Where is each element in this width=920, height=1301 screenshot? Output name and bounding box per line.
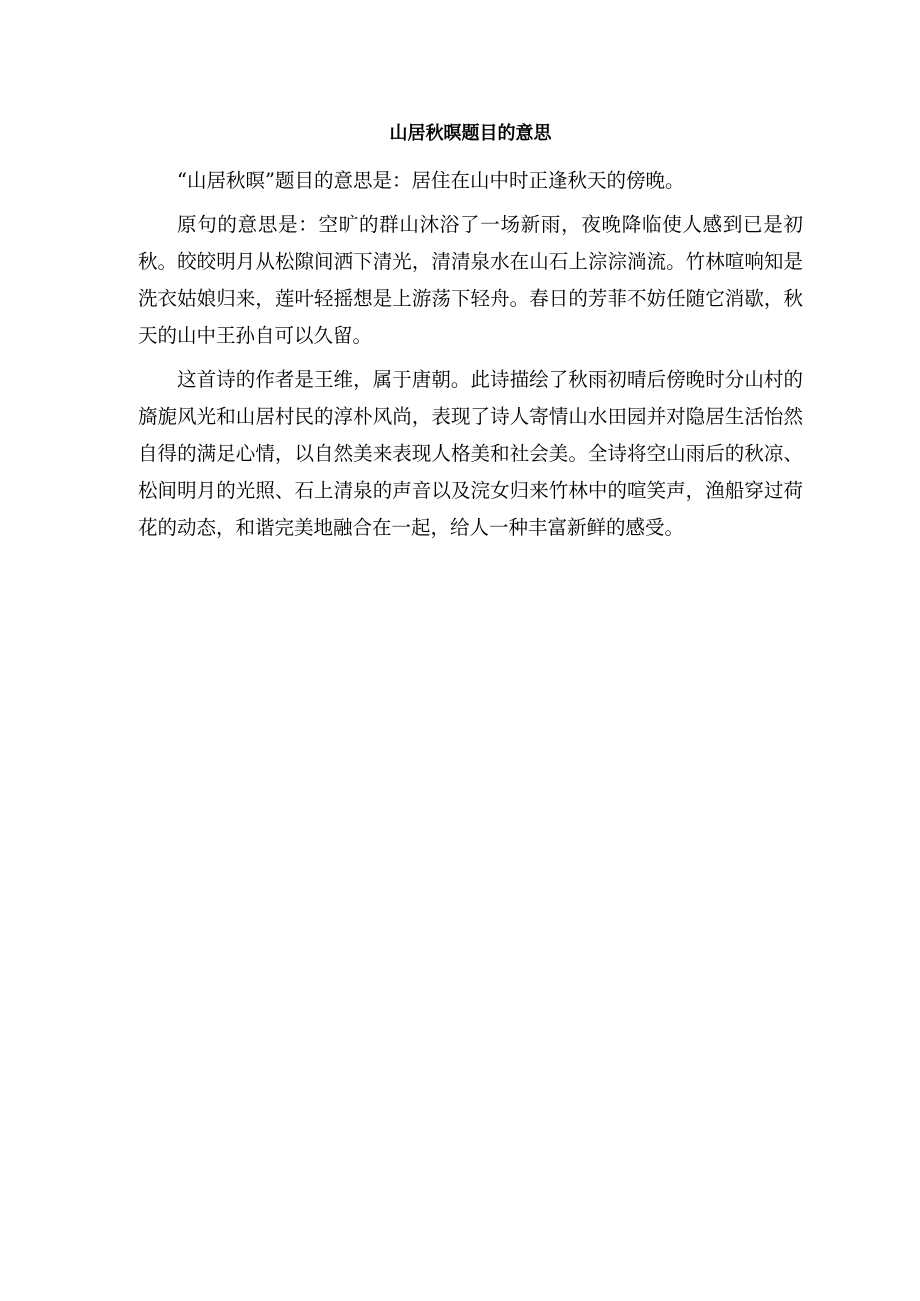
paragraph-poem-analysis: 这首诗的作者是王维，属于唐朝。此诗描绘了秋雨初晴后傍晚时分山村的旖旎风光和山居村民的淳朴风尚，表现了诗人寄情山水田园并对隐居生活怡然自得的满足心情，以自然美来表现人格美和社会美。全诗将空山雨后的秋凉、松间明月的光照、石上清泉的声音以及浣女归来竹林中的喧笑声，渔船穿过荷花的动态，和谐完美地融合在一起，给人一种丰富新鲜的感受。: [138, 368, 803, 539]
paragraph-poem-translation: 原句的意思是：空旷的群山沐浴了一场新雨，夜晚降临使人感到已是初秋。皎皎明月从松隙间洒下清光，清清泉水在山石上淙淙淌流。竹林喧响知是洗衣姑娘归来，莲叶轻摇想是上游荡下轻舟。春日的芳菲不妨任随它消歇，秋天的山中王孙自可以久留。: [138, 213, 803, 347]
document-page: [138, 116, 803, 546]
paragraph-title-meaning: “山居秋暝”题目的意思是：居住在山中时正逢秋天的傍晚。: [177, 169, 685, 192]
document-title: 山居秋暝题目的意思: [389, 123, 552, 144]
